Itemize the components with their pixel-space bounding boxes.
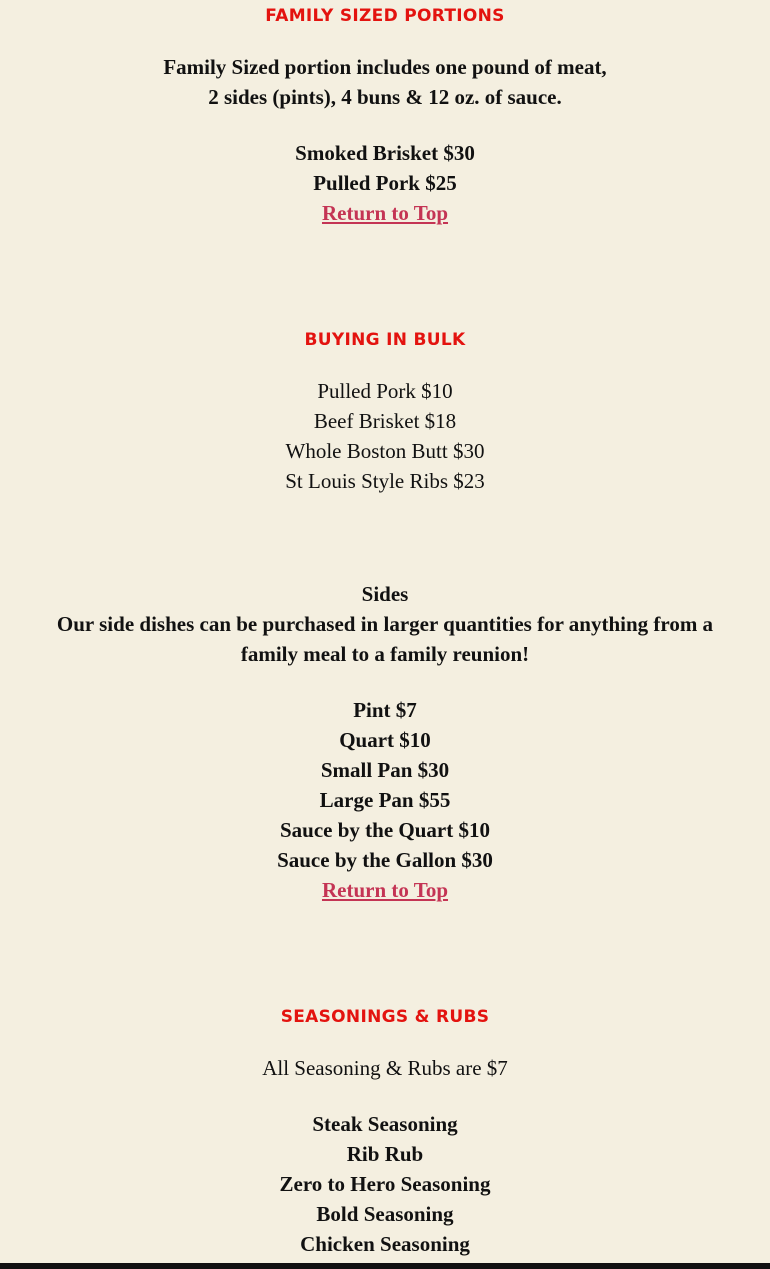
sides-item-sauce-gallon: Sauce by the Gallon $30 <box>277 848 493 872</box>
family-intro-line-1: Family Sized portion includes one pound of meat, <box>163 55 607 79</box>
family-item-brisket: Smoked Brisket $30 <box>295 141 475 165</box>
family-portions-list <box>0 138 770 228</box>
family-item-pulled-pork: Pulled Pork $25 <box>313 171 457 195</box>
sides-description-line-2: family meal to a family reunion! <box>240 642 530 666</box>
sides-item-small-pan: Small Pan $30 <box>320 758 450 782</box>
sides-intro <box>0 579 770 669</box>
seasoning-item-bold: Bold Seasoning <box>316 1202 454 1226</box>
sides-item-quart: Quart $10 <box>339 728 431 752</box>
bulk-item-pulled-pork: Pulled Pork $10 <box>317 379 453 403</box>
sides-item-large-pan: Large Pan $55 <box>319 788 451 812</box>
sides-item-sauce-quart: Sauce by the Quart $10 <box>280 818 490 842</box>
seasoning-item-chicken: Chicken Seasoning <box>300 1232 470 1256</box>
family-intro-line-2: 2 sides (pints), 4 buns & 12 oz. of sauce. <box>208 85 562 109</box>
family-portions-heading: FAMILY SIZED PORTIONS <box>265 6 505 26</box>
family-portions-intro <box>0 52 770 112</box>
seasonings-price-note <box>0 1053 770 1083</box>
bulk-item-beef-brisket: Beef Brisket $18 <box>313 409 457 433</box>
bulk-item-ribs: St Louis Style Ribs $23 <box>285 469 485 493</box>
seasoning-item-steak: Steak Seasoning <box>312 1112 458 1136</box>
seasonings-list <box>0 1109 770 1259</box>
return-to-top-link-1[interactable]: Return to Top <box>321 201 449 225</box>
bottom-edge-bar <box>0 1263 770 1269</box>
seasonings-price-text: All Seasoning & Rubs are $7 <box>262 1056 508 1080</box>
seasoning-item-zero-to-hero: Zero to Hero Seasoning <box>279 1172 491 1196</box>
sides-description-line-1: Our side dishes can be purchased in larger quantities for anything from a <box>56 612 714 636</box>
buying-in-bulk-heading: BUYING IN BULK <box>304 330 466 350</box>
sides-item-pint: Pint $7 <box>353 698 417 722</box>
sides-title: Sides <box>361 582 409 606</box>
seasoning-item-rib-rub: Rib Rub <box>346 1142 424 1166</box>
bulk-item-boston-butt: Whole Boston Butt $30 <box>285 439 485 463</box>
sides-list <box>0 695 770 905</box>
bulk-list <box>0 376 770 496</box>
return-to-top-link-2[interactable]: Return to Top <box>321 878 449 902</box>
seasonings-rubs-heading: SEASONINGS & RUBS <box>280 1007 490 1027</box>
